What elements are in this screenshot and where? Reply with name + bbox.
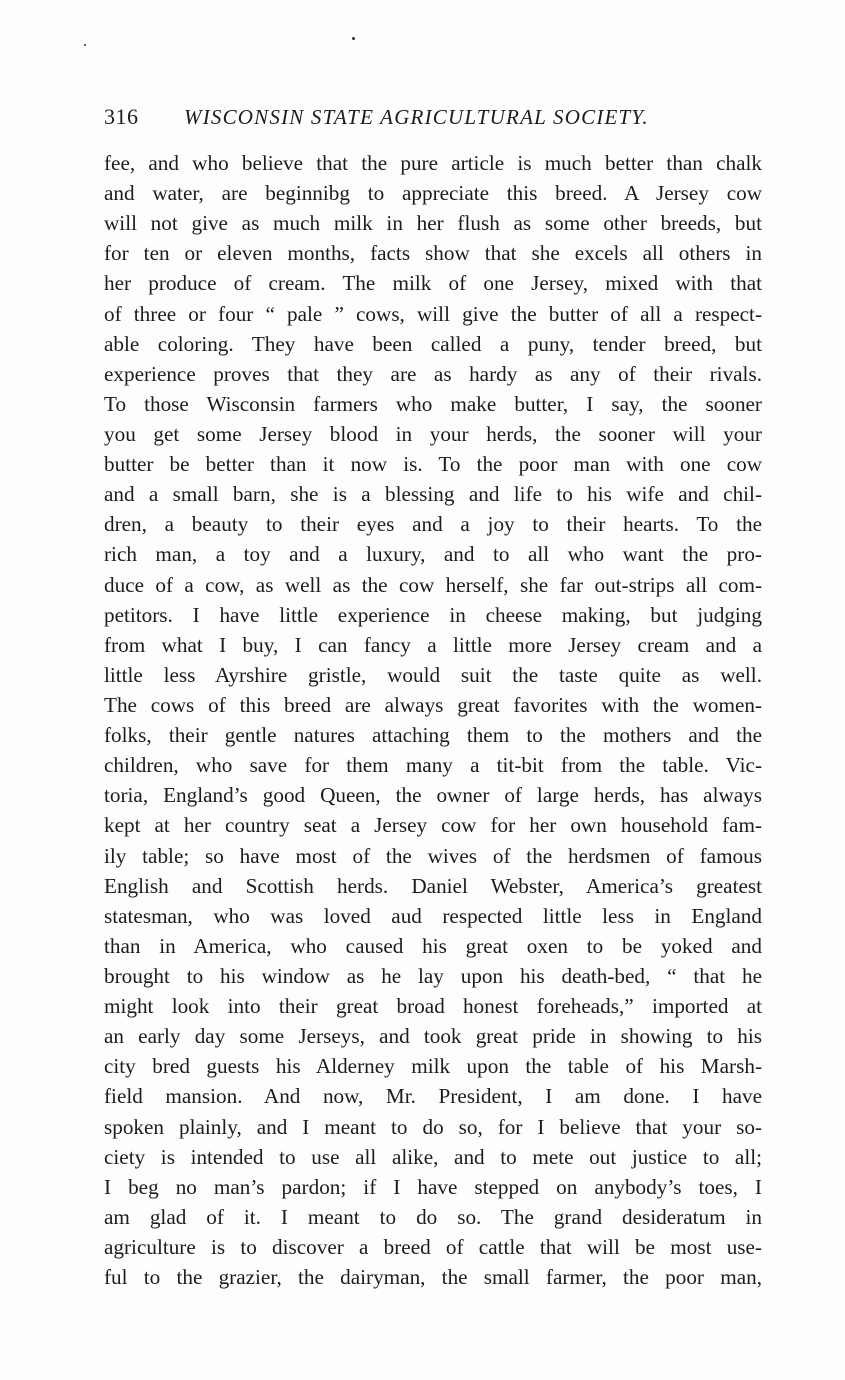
- running-head: WISCONSIN STATE AGRICULTURAL SOCIETY.: [184, 105, 649, 129]
- text-line: will not give as much milk in her flush as some other breeds, but: [104, 211, 762, 236]
- text-line: and water, are beginnibg to appreciate this breed. A Jersey cow: [104, 181, 762, 206]
- text-line: and a small barn, she is a blessing and life to his wife and chil-: [104, 482, 762, 507]
- text-line: you get some Jersey blood in your herds, the sooner will your: [104, 421, 762, 446]
- text-line: The cows of this breed are always great favorites with the women-: [104, 692, 762, 717]
- body-text: [104, 148, 762, 1292]
- text-line: butter be better than it now is. To the poor man with one cow: [104, 452, 762, 477]
- text-line: agriculture is to discover a breed of cattle that will be most use-: [104, 1234, 762, 1259]
- text-line: of three or four “ pale ” cows, will give the butter of all a respect-: [104, 301, 762, 326]
- page-number: 316: [104, 104, 139, 129]
- text-line: I beg no man’s pardon; if I have stepped on anybody’s toes, I: [104, 1174, 762, 1199]
- text-line: spoken plainly, and I meant to do so, for I believe that your so-: [104, 1114, 762, 1139]
- text-line: To those Wisconsin farmers who make butter, I say, the sooner: [104, 391, 762, 416]
- text-line: rich man, a toy and a luxury, and to all who want the pro-: [104, 542, 762, 567]
- text-line: than in America, who caused his great oxen to be yoked and: [104, 933, 762, 958]
- text-line: ily table; so have most of the wives of the herdsmen of famous: [104, 843, 762, 868]
- text-line: little less Ayrshire gristle, would suit the taste quite as well.: [104, 662, 762, 687]
- text-line: from what I buy, I can fancy a little more Jersey cream and a: [104, 632, 762, 657]
- text-line: duce of a cow, as well as the cow herself, she far out-strips all com-: [104, 572, 762, 597]
- text-line: kept at her country seat a Jersey cow for her own household fam-: [104, 813, 762, 838]
- text-line: toria, England’s good Queen, the owner of large herds, has always: [104, 783, 762, 808]
- text-line: petitors. I have little experience in cheese making, but judging: [104, 602, 762, 627]
- text-line: brought to his window as he lay upon his death-bed, “ that he: [104, 963, 762, 988]
- text-line: dren, a beauty to their eyes and a joy to their hearts. To the: [104, 512, 762, 537]
- page-header: [104, 100, 764, 134]
- text-line: statesman, who was loved aud respected little less in England: [104, 903, 762, 928]
- text-line: field mansion. And now, Mr. President, I am done. I have: [104, 1084, 762, 1109]
- text-line: ciety is intended to use all alike, and to mete out justice to all;: [104, 1144, 762, 1169]
- text-line: her produce of cream. The milk of one Jersey, mixed with that: [104, 271, 762, 296]
- ink-speck: [84, 44, 86, 46]
- text-line: ful to the grazier, the dairyman, the small farmer, the poor man,: [104, 1265, 762, 1290]
- text-line: city bred guests his Alderney milk upon the table of his Marsh-: [104, 1054, 762, 1079]
- ink-speck: [352, 37, 355, 40]
- text-line: English and Scottish herds. Daniel Webster, America’s greatest: [104, 873, 762, 898]
- text-line: experience proves that they are as hardy as any of their rivals.: [104, 361, 762, 386]
- text-line: fee, and who believe that the pure article is much better than chalk: [104, 151, 762, 175]
- text-line: an early day some Jerseys, and took great pride in showing to his: [104, 1024, 762, 1049]
- text-line: children, who save for them many a tit-bit from the table. Vic-: [104, 753, 762, 778]
- text-line: might look into their great broad honest foreheads,” imported at: [104, 994, 762, 1019]
- text-line: am glad of it. I meant to do so. The grand desideratum in: [104, 1204, 762, 1229]
- text-line: for ten or eleven months, facts show that she excels all others in: [104, 241, 762, 266]
- text-line: folks, their gentle natures attaching them to the mothers and the: [104, 723, 762, 748]
- text-line: able coloring. They have been called a puny, tender breed, but: [104, 331, 762, 356]
